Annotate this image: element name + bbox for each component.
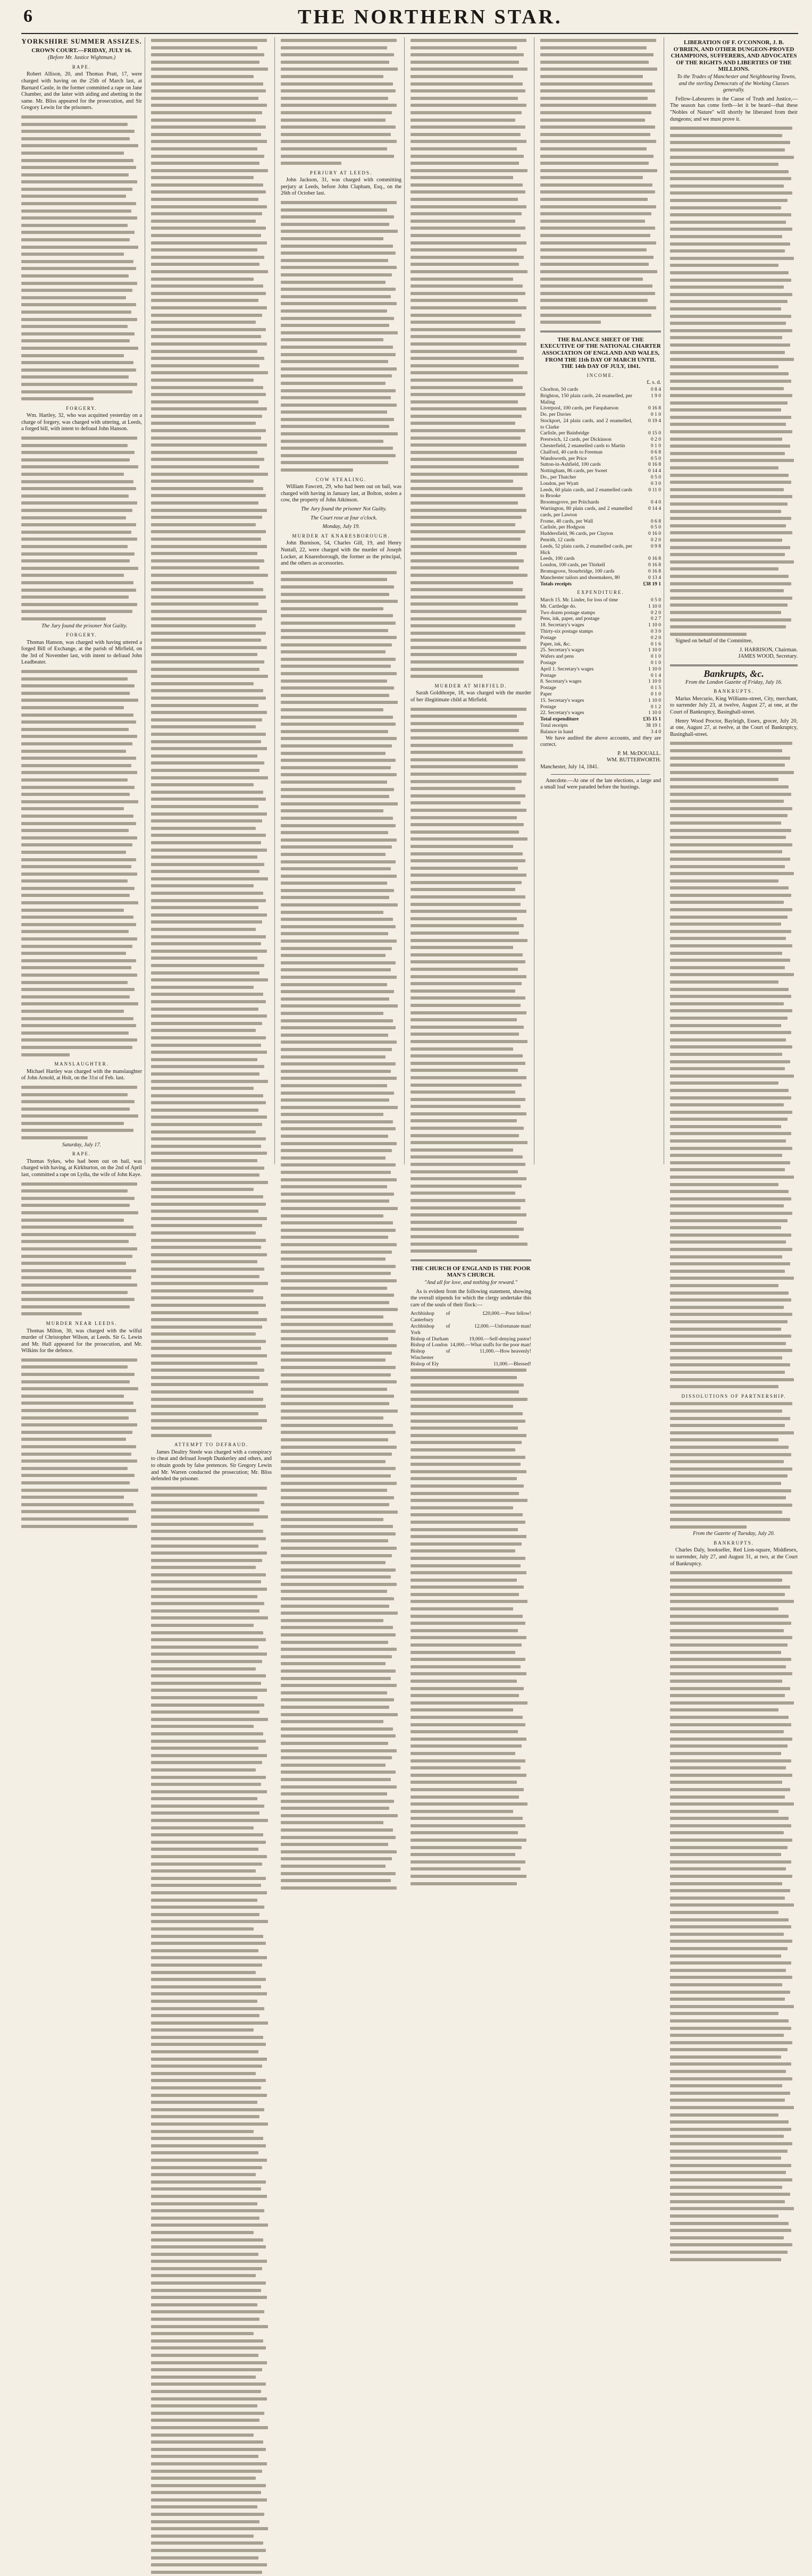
row-amount: 0 6 8	[650, 518, 661, 524]
table-row	[540, 641, 661, 648]
table-row	[540, 610, 661, 616]
signatory: JAMES WOOD, Secretary.	[738, 653, 798, 660]
row-label: Totals receipts	[540, 581, 572, 587]
table-row	[540, 556, 661, 562]
illegible-text	[411, 1367, 531, 1887]
table-row	[540, 418, 661, 431]
case-heading: COW STEALING.	[315, 476, 367, 482]
row-label: Bishop of Durham	[411, 1336, 449, 1342]
row-amount: 12,000.—Unfortunate man!	[474, 1323, 531, 1329]
table-row	[540, 487, 661, 500]
row-amount: £38 19 1	[643, 581, 661, 587]
table-row	[540, 603, 661, 610]
table-row	[540, 443, 661, 449]
row-label: Sutton-in-Ashfield, 100 cards	[540, 462, 601, 468]
case-heading: MURDER NEAR LEEDS.	[46, 1320, 118, 1326]
table-row	[540, 581, 661, 588]
row-label: Postage	[540, 703, 556, 710]
masthead	[0, 0, 812, 37]
illegible-text	[21, 668, 142, 1059]
row-amount: 1 10 0	[648, 603, 661, 609]
row-label: Warrington, 80 plain cards, and 2 enamelled cards, per Lawton	[540, 506, 632, 518]
row-amount: 0 16 0	[648, 531, 661, 537]
section-divider	[411, 1260, 531, 1261]
table-row	[540, 647, 661, 653]
row-amount: 0 14 4	[648, 468, 661, 474]
bankrupts-label: BANKRUPTS.	[714, 689, 754, 694]
row-amount: 1 10 0	[648, 647, 661, 653]
case-heading: FORGERY.	[66, 405, 97, 411]
row-amount: 1 10 0	[648, 622, 661, 628]
row-label: Postage	[540, 672, 556, 678]
table-row	[540, 412, 661, 418]
case-heading: RAPE.	[72, 1151, 91, 1157]
row-label: Chesterfield, 2 enamelled cards to Martin	[540, 443, 625, 449]
article-paragraph: William Fawcett, 29, who had been out on bail, was charged with having in January last, at Bolton, stolen a cow, the property of John Atkinson.	[281, 484, 401, 504]
row-amount: 11,000.—Blessed!	[493, 1361, 531, 1367]
case-heading: FORGERY.	[66, 632, 97, 638]
table-row	[540, 635, 661, 641]
column-rule	[404, 37, 405, 1164]
table-row	[540, 474, 661, 481]
signatory: P. M. McDOUALL.	[617, 750, 661, 757]
table-row	[540, 691, 661, 698]
row-amount: 0 11 0	[648, 486, 661, 493]
row-label: Stockport, 24 plain cards, and 2 enamelled, to Clarke	[540, 417, 632, 430]
currency-header: £. s. d.	[647, 380, 661, 386]
row-label: 22. Secretary's wages	[540, 710, 584, 716]
column-4	[411, 37, 531, 1367]
judge-line: (Before Mr. Justice Wightman.)	[47, 55, 116, 61]
column-6	[670, 37, 798, 1567]
balance-summary	[540, 723, 661, 735]
summary-label: Balance in hand	[540, 728, 573, 735]
table-row	[540, 562, 661, 568]
table-row	[540, 616, 661, 622]
article-paragraph: John Burnison, 54, Charles Gill, 19, and Henry Nuttall, 22, were charged with the murder of Joseph Locker, at Knaresborough, the former as the principal, and the others as accessories.	[281, 540, 401, 567]
article-paragraph: Wm. Hartley, 32, who was acquitted yesterday on a charge of forgery, was charged with uttering, at Leeds, a forged bill, with intent to defraud John Hanson.	[21, 413, 142, 432]
divider	[551, 774, 650, 775]
row-amount: 0 2 7	[650, 616, 661, 622]
row-amount: 0 3 0	[650, 628, 661, 634]
row-label: Leeds, 52 plain cards, 2 enamelled cards, per Hick	[540, 543, 632, 556]
row-amount: 1 10 0	[648, 697, 661, 703]
bankrupt-entry: Marius Mercurio, King Williams-street, City, merchant, to surrender July 23, at twelve, August 27, at one, at the Court of Bankruptcy, Basinghall-street.	[670, 695, 798, 716]
row-label: Mr. Cartledge do.	[540, 603, 576, 609]
row-label: Chalford, 40 cards to Freeman	[540, 449, 602, 455]
signatory: WM. BUTTERWORTH.	[606, 757, 661, 763]
table-row	[540, 575, 661, 581]
table-row	[540, 673, 661, 679]
illegible-text	[670, 1400, 798, 1531]
row-label: Nottingham, 86 cards, per Sweet	[540, 468, 607, 474]
row-label: Archbishop of Canterbury	[411, 1311, 450, 1323]
case-heading: RAPE.	[72, 64, 91, 70]
section-divider	[540, 331, 661, 332]
row-label: Carlisle, per Bainbridge	[540, 430, 589, 437]
row-label: London, per Wyatt	[540, 480, 579, 486]
article-paragraph: John Jackson, 31, was charged with committing perjury at Leeds, before John Clapham, Esq., on the 26th of October last.	[281, 177, 401, 197]
article-paragraph: Sarah Goldthorpe, 18, was charged with the murder of her illegitimate child at Mirfield.	[411, 690, 531, 703]
row-label: Manchester tailors and shoemakers, 80	[540, 574, 620, 581]
table-row	[540, 387, 661, 393]
row-label: Bishop of London	[411, 1342, 448, 1348]
verdict: The Jury found the prisoner Not Guilty.	[41, 623, 127, 629]
article-paragraph: James Dealtry Steele was charged with a conspiracy to cheat and defraud Joseph Dunkerley and others, and to obtain goods by false pretences. Sir Gregory Lewin and Mr. Warren conducted the prosecution; Mr. Bliss defended the prisoner.	[151, 1449, 272, 1482]
row-label: Bromsgrove, Stourbridge, 100 cards	[540, 568, 615, 575]
row-amount: 0 16 8	[648, 462, 661, 468]
table-row	[540, 666, 661, 673]
income-label: INCOME.	[587, 372, 615, 378]
table-row	[411, 1323, 531, 1336]
row-amount: £35 15 1	[643, 716, 661, 723]
row-amount: 1 10 0	[648, 710, 661, 716]
column-5	[540, 37, 661, 1164]
expenditure-label: EXPENDITURE.	[577, 590, 624, 595]
row-label: Archbishop of York	[411, 1323, 450, 1336]
table-row	[540, 660, 661, 666]
illegible-text	[151, 37, 272, 1439]
row-label: Postage	[540, 659, 556, 666]
row-amount: 0 4 0	[650, 499, 661, 506]
row-label: 25. Secretary's wages	[540, 647, 584, 653]
table-row	[540, 597, 661, 603]
row-label: Bishop of Winchester	[411, 1348, 450, 1361]
illegible-text	[281, 199, 401, 474]
row-label: Leeds, 100 cards	[540, 556, 575, 562]
row-label: Wafers and pens	[540, 653, 574, 660]
row-amount: 0 1 0	[650, 659, 661, 666]
table-row	[540, 723, 661, 729]
row-label: Total expenditure	[540, 716, 579, 723]
row-label: Prestwich, 12 cards, per Dickinson	[540, 437, 612, 443]
row-label: Wandsworth, per Price	[540, 455, 587, 462]
table-row	[540, 393, 661, 406]
column-3	[281, 37, 401, 1164]
table-row	[540, 537, 661, 543]
date-heading: Monday, July 19.	[322, 524, 360, 530]
illegible-text	[670, 740, 798, 1390]
court-adjourned: The Court rose at four o'clock.	[310, 515, 378, 521]
balance-heading: THE BALANCE SHEET OF THE EXECUTIVE OF THE NATIONAL CHARTER ASSOCIATION OF ENGLAND AND WALES, FROM THE 11th DAY OF MARCH UNTIL THE 14th DAY OF JULY, 1841.	[540, 336, 661, 370]
case-heading: MANSLAUGHTER.	[54, 1061, 109, 1067]
row-amount: 14,000.—What stuffs for the poor man!	[450, 1342, 531, 1348]
masthead-rule	[21, 33, 798, 34]
table-row	[540, 729, 661, 735]
dissolutions-label: DISSOLUTIONS OF PARTNERSHIP.	[681, 1393, 786, 1399]
row-label: Two dozen postage stamps	[540, 609, 595, 616]
table-row	[540, 481, 661, 487]
church-intro: As is evident from the following statement, showing the overall stipends for which the clergy undertake this care of the souls of their flock:—	[411, 1288, 531, 1308]
row-amount: 0 2 0	[650, 609, 661, 616]
bankrupt-entry: Charles Daly, bookseller, Red Lion-square, Middlesex, to surrender, July 27, and August 31, at two, at the Court of Bankruptcy.	[670, 1547, 798, 1567]
anecdote: Anecdote.—At one of the late elections, a large and a small loaf were paraded before the hustings.	[540, 777, 661, 791]
table-row	[540, 628, 661, 635]
church-quote: "And all for love, and nothing for reward."	[424, 1279, 517, 1286]
stipend-table	[411, 1311, 531, 1367]
row-amount: 1 10 0	[648, 678, 661, 685]
row-label: Postage	[540, 685, 556, 691]
illegible-text	[21, 1181, 142, 1318]
table-row	[540, 685, 661, 691]
summary-value: 3 4 0	[650, 728, 661, 735]
table-row	[540, 518, 661, 525]
auditors-note: We have audited the above accounts, and they are correct.	[540, 735, 661, 748]
row-label: Do. per Davies	[540, 412, 571, 418]
table-row	[411, 1361, 531, 1367]
illegible-text	[151, 1485, 272, 2576]
row-label: Frome, 40 cards, per Wall	[540, 518, 593, 524]
table-row	[540, 524, 661, 531]
table-row	[411, 1348, 531, 1361]
gazette-line: From the London Gazette of Friday, July 16.	[685, 679, 783, 685]
table-row	[540, 405, 661, 412]
row-label: Postage	[540, 634, 556, 641]
address-heading: LIBERATION OF F. O'CONNOR, J. B. O'BRIEN, AND OTHER DUNGEON-PROVED CHAMPIONS, SUFFERERS, AND ADVOCATES OF THE RIGHTS AND LIBERTIES OF THE MILLIONS.	[671, 39, 797, 73]
row-amount: 19,000.—Self-denying pastor!	[469, 1336, 531, 1342]
page-number: 6	[23, 6, 32, 26]
columns	[21, 37, 798, 1567]
income-table	[540, 387, 661, 588]
article-paragraph: Thomas Sykes, who had been out on bail, was charged with having, at Kirkburton, on the 2nd of April last, committed a rape on Lydia, the wife of John Kaye.	[21, 1158, 142, 1178]
date-heading: Saturday, July 17.	[62, 1142, 102, 1148]
table-row	[540, 704, 661, 710]
case-heading: MURDER AT MIRFIELD.	[434, 683, 507, 689]
row-amount: 0 2 0	[650, 437, 661, 443]
illegible-text	[21, 114, 142, 403]
table-row	[540, 437, 661, 443]
table-row	[540, 716, 661, 723]
row-label: 18. Secretary's wages	[540, 622, 584, 628]
row-amount: 0 5 0	[650, 455, 661, 462]
table-row	[540, 622, 661, 628]
illegible-text	[21, 435, 142, 623]
balance-date: Manchester, July 14, 1841.	[540, 763, 599, 770]
table-row	[540, 462, 661, 468]
row-amount: 0 15 0	[648, 430, 661, 437]
row-amount: 0 5 0	[650, 524, 661, 531]
row-amount: £20,000.—Poor fellow!	[482, 1311, 531, 1317]
signed-line: Signed on behalf of the Committee,	[675, 638, 753, 644]
row-amount: 0 16 8	[648, 568, 661, 575]
newspaper-title: THE NORTHERN STAR.	[298, 6, 563, 28]
column-2	[151, 37, 272, 1482]
row-amount: 0 16 8	[648, 405, 661, 412]
illegible-text	[670, 1570, 798, 2263]
illegible-text	[21, 1084, 142, 1142]
address-paragraph: Fellow-Labourers in the Cause of Truth and Justice,—The season has come forth—let it be heard—that these "Nobles of Nature" will shortly be liberated from their dungeons; and we must prove it.	[670, 96, 798, 122]
row-label: Brighton, 150 plain cards, 24 enamelled, per Maling	[540, 392, 632, 405]
row-amount: 0 19 4	[648, 417, 661, 424]
illegible-text	[21, 1357, 142, 1530]
row-label: Penrith, 12 cards	[540, 537, 575, 543]
table-row	[540, 710, 661, 716]
assizes-heading: YORKSHIRE SUMMER ASSIZES.	[21, 37, 142, 45]
table-row	[540, 506, 661, 518]
table-row	[540, 456, 661, 462]
illegible-text	[281, 37, 401, 167]
row-amount: 0 2 0	[650, 537, 661, 543]
row-amount: 0 5 0	[650, 597, 661, 603]
row-amount: 0 1 0	[650, 691, 661, 697]
row-amount: 0 16 8	[648, 562, 661, 568]
bankrupt-entry: Henry Wood Proctor, Bayleigh, Essex, grocer, July 20, at one, August 27, at twelve, at the Court of Bankruptcy, Basinghall-street.	[670, 718, 798, 737]
row-amount: 0 16 8	[648, 556, 661, 562]
verdict: The Jury found the prisoner Not Guilty.	[300, 506, 387, 512]
row-amount: 0 9 8	[650, 543, 661, 549]
illegible-text	[670, 125, 798, 638]
table-row	[540, 678, 661, 685]
row-amount: 0 1 2	[650, 703, 661, 710]
row-amount: 0 5 0	[650, 474, 661, 481]
court-heading: CROWN COURT.—FRIDAY, JULY 16.	[31, 47, 132, 54]
column-1	[21, 37, 142, 1354]
row-label: Paper, ink, &c.	[540, 641, 571, 647]
row-amount: 0 14 4	[648, 506, 661, 512]
row-amount: 11,000.—How heavenly!	[480, 1348, 531, 1355]
row-label: 15. Secretary's wages	[540, 697, 584, 703]
row-label: 8. Secretary's wages	[540, 678, 582, 685]
row-label: Chorlton, 50 cards	[540, 386, 579, 392]
table-row	[540, 499, 661, 506]
case-heading: PERJURY AT LEEDS.	[309, 170, 373, 175]
row-amount: 0 8 4	[650, 386, 661, 392]
article-paragraph: Thomas Milton, 30, was charged with the wilful murder of Christopher Wilson, at Leeds. Sir G. Lewin and Mr. Hall appeared for the prosecution, and Mr. Wilkins for the defence.	[21, 1328, 142, 1354]
row-amount: 0 1 6	[650, 641, 661, 647]
table-row	[540, 468, 661, 474]
illegible-text	[411, 37, 531, 681]
row-label: Carlisle, per Hodgson	[540, 524, 585, 531]
table-row	[540, 449, 661, 456]
row-amount: 0 13 4	[648, 574, 661, 581]
row-amount: 0 1 0	[650, 412, 661, 418]
table-row	[540, 543, 661, 556]
row-amount: 0 1 4	[650, 672, 661, 678]
illegible-text	[411, 706, 531, 1255]
row-amount: 1 10 0	[648, 666, 661, 672]
summary-label: Total receipts	[540, 722, 568, 728]
row-amount: 1 9 0	[650, 392, 661, 399]
row-label: Leeds, 60 plain cards, and 2 enamelled cards to Brooke	[540, 486, 632, 499]
row-label: Pens, ink, paper, and postage	[540, 616, 600, 622]
row-label: Thirty-six postage stamps	[540, 628, 593, 634]
table-row	[540, 531, 661, 537]
table-row	[540, 568, 661, 575]
row-label: Broomsgrove, per Pritchards	[540, 499, 599, 506]
illegible-text	[540, 37, 661, 326]
row-label: Do., per Thatcher	[540, 474, 576, 481]
table-row	[540, 698, 661, 704]
section-divider	[670, 665, 798, 666]
row-amount: 0 6 8	[650, 449, 661, 455]
row-label: Bishop of Ely	[411, 1361, 439, 1367]
row-label: London, 100 cards, per Thirkell	[540, 562, 605, 568]
case-heading: ATTEMPT TO DEFRAUD.	[174, 1442, 249, 1448]
bankrupts-label: BANKRUPTS.	[714, 1540, 754, 1546]
bankrupts-heading: Bankrupts, &c.	[704, 668, 764, 679]
case-heading: MURDER AT KNARESBOROUGH.	[292, 533, 390, 539]
gazette-line: From the Gazette of Tuesday, July 20.	[692, 1531, 775, 1537]
row-label: April 1. Secretary's wages	[540, 666, 594, 672]
table-row	[411, 1342, 531, 1348]
church-heading: THE CHURCH OF ENGLAND IS THE POOR MAN'S CHURCH.	[411, 1265, 531, 1279]
row-amount: 0 1 0	[650, 443, 661, 449]
row-amount: 0 1 0	[650, 653, 661, 660]
row-label: March 15. Mr. Linder, for loss of time	[540, 597, 618, 603]
row-label: Liverpool, 100 cards, per Farquharson	[540, 405, 619, 412]
row-label: Huddersfield, 96 cards, per Clayton	[540, 531, 613, 537]
table-row	[540, 430, 661, 437]
table-row	[411, 1336, 531, 1342]
article-paragraph: Michael Hartley was charged with the manslaughter of John Arnold, at Holt, on the 31st of Feb. last.	[21, 1068, 142, 1081]
column-rule	[274, 37, 275, 1164]
signatory: J. HARRISON, Chairman.	[740, 647, 798, 653]
expenditure-table	[540, 597, 661, 723]
article-paragraph: Thomas Hanson, was charged with having uttered a forged Bill of Exchange, at the parish of Mirfield, on the 3rd of November last, with intent to defraud John Leadbeater.	[21, 639, 142, 666]
row-amount: 0 3 0	[650, 480, 661, 486]
row-amount: 0 1 5	[650, 685, 661, 691]
row-amount: 0 2 0	[650, 634, 661, 641]
address-to: To the Trades of Manchester and Neighbouring Towns, and the sterling Democrats of the Working Classes generally.	[677, 73, 796, 94]
article-paragraph: Robert Allison, 20, and Thomas Pratt, 17, were charged with having on the 25th of March last, at Barnard Castle, in the former committed a rape on Jane Chamber, and the latter with aiding and abetting in the same. Mr. Bliss appeared for the prosecution, and Sir Gregory Lewin for the prisoners.	[21, 71, 142, 111]
illegible-text	[281, 569, 401, 1892]
summary-value: 38 19 1	[646, 722, 661, 728]
table-row	[411, 1311, 531, 1323]
table-row	[540, 653, 661, 660]
row-label: Paper	[540, 691, 552, 697]
